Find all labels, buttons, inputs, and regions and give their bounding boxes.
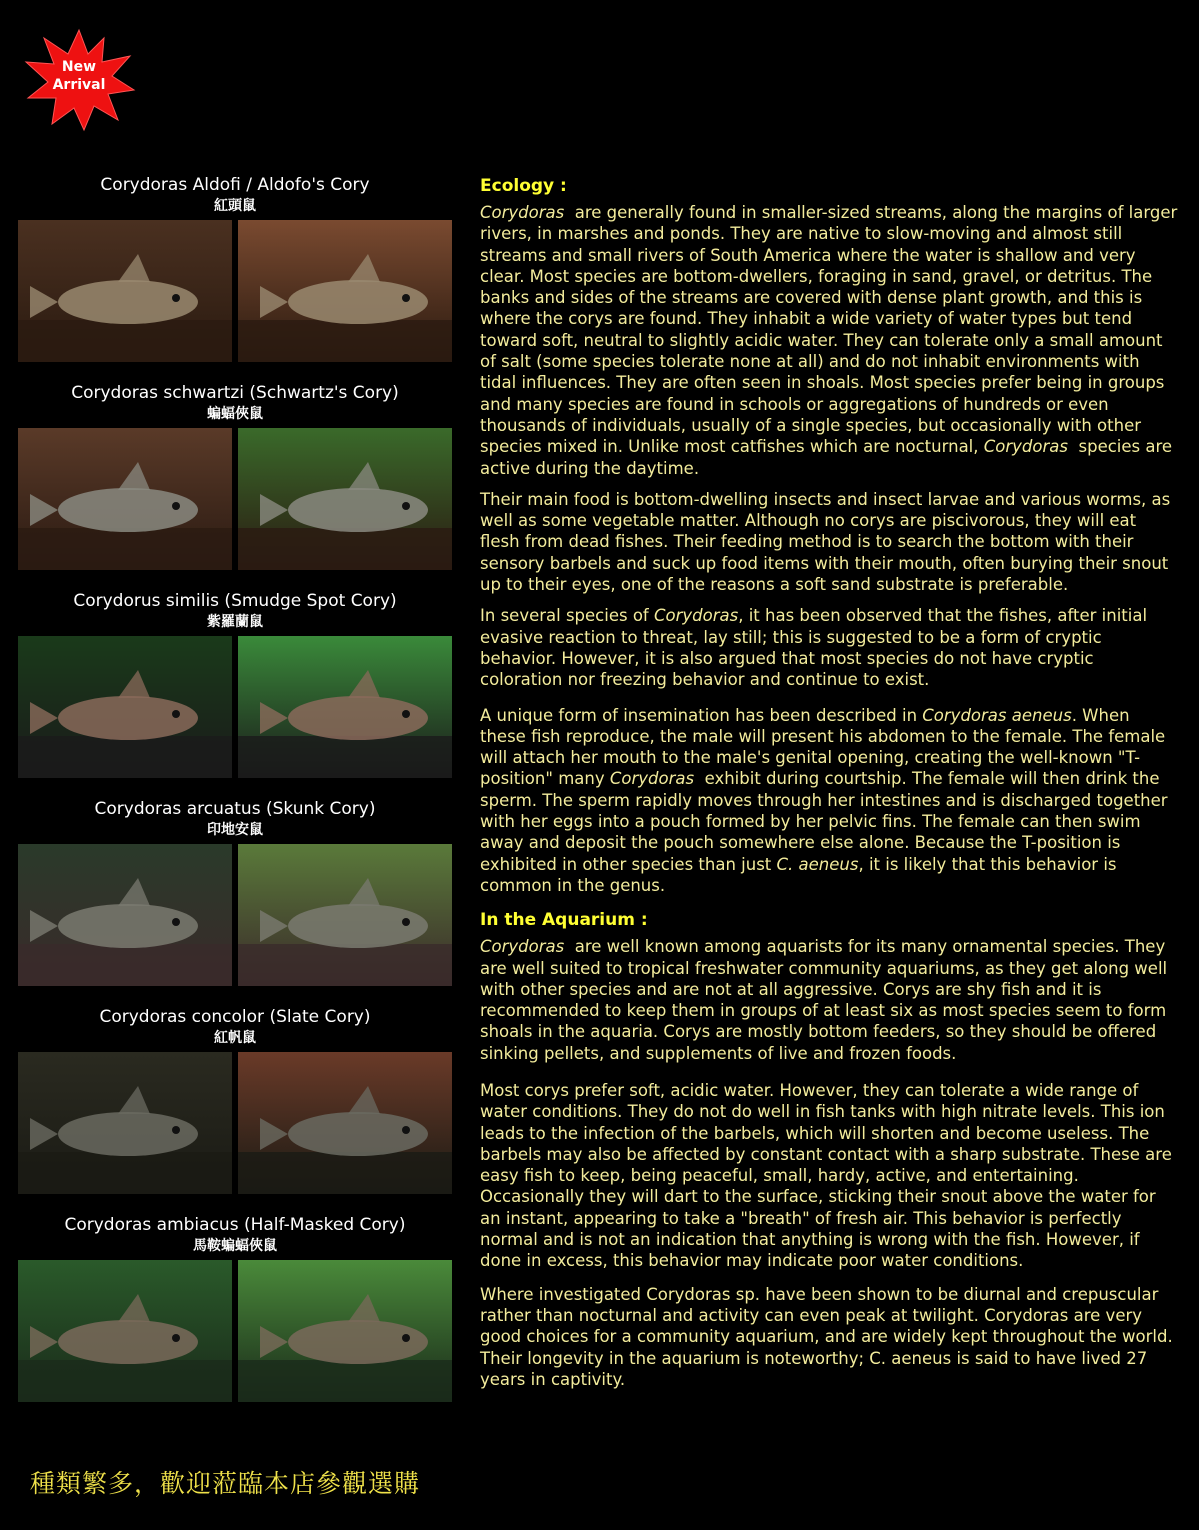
ecology-p4-end: , it is likely that this behavior is common in the genus. bbox=[480, 854, 1117, 895]
similis-pair-photo bbox=[238, 636, 452, 778]
species-entry bbox=[18, 382, 452, 570]
schwartzi-fish-photo bbox=[18, 428, 232, 570]
species-photos bbox=[18, 1260, 452, 1402]
em-corydoras: Corydoras bbox=[480, 203, 565, 222]
arcuatus-pair-photo bbox=[238, 844, 452, 986]
aquarium-paragraph-3: Where investigated Corydoras sp. have been shown to be diurnal and crepuscular rather than nocturnal and activity can even peak at twilight. Corydoras are very good choices for a community aquarium, and are widely kept throughout the world. Their longevity in the aquarium is noteworthy; C. aeneus is said to have lived 27 years in captivity. bbox=[480, 1284, 1173, 1389]
species-entry bbox=[18, 1214, 452, 1402]
article-content bbox=[480, 174, 1180, 1400]
ecology-paragraph-4 bbox=[480, 705, 1180, 897]
species-entry bbox=[18, 590, 452, 778]
species-chinese-name: 紅帆鼠 bbox=[214, 1030, 256, 1046]
species-entry bbox=[18, 1006, 452, 1194]
species-chinese-name: 紫羅蘭鼠 bbox=[207, 614, 263, 630]
ecology-p1-text: are generally found in smaller-sized streams, along the margins of larger rivers, in marshes and ponds. They are native to slow-moving and almost still streams and small rivers of South America where the water is shallow and very clear. Most species are bottom-dwellers, foraging in sand, gravel, or detritus. The banks and sides of the streams are covered with dense plant growth, and this is where the corys are found. They inhabit a wide variety of water types but tend toward soft, neutral to slightly acidic water. They can tolerate only a small amount of salt (some species tolerate none at all) and do not inhabit environments with tidal influences. They are often seen in shoals. Most species prefer being in groups and many species are found in schools or aggregations of hundreds or even thousands of individuals, usually of a single species, but occasionally with other species mixed in. Unlike most catfishes which are nocturnal, bbox=[480, 203, 1178, 457]
aquarium-p1-text: are well known among aquarists for its many ornamental species. They are well suited to tropical freshwater community aquariums, as they get along well with other species and are not at all aggressive. Corys are shy fish and it is recommended to keep them in groups of at least six as most species seem to form shoals in the aquaria. Corys are mostly bottom feeders, so they should be offered sinking pellets, and supplements of live and frozen foods. bbox=[480, 937, 1168, 1063]
species-chinese-name: 馬鞍蝙蝠俠鼠 bbox=[193, 1238, 277, 1254]
new-arrival-badge bbox=[22, 28, 136, 132]
species-photos bbox=[18, 1052, 452, 1194]
em-corydoras: Corydoras bbox=[653, 606, 739, 626]
ambiacus-fish-photo bbox=[18, 1260, 232, 1402]
species-name: Corydoras Aldofi / Aldofo's Cory bbox=[100, 175, 370, 195]
aldofi-group-photo bbox=[238, 220, 452, 362]
ecology-p3-text: , it has been observed that the fishes, after initial evasive reaction to threat, lay still; this is suggested to be a form of cryptic behavior. However, it is also argued that most species do not have cryptic coloration nor freezing behavior and continue to exist. bbox=[480, 606, 1148, 690]
store-invitation-footer: 種類繁多，歡迎蒞臨本店參觀選購 bbox=[30, 1469, 421, 1498]
ecology-paragraph-1 bbox=[480, 202, 1180, 479]
ecology-paragraph-2: Their main food is bottom-dwelling insects and insect larvae and various worms, as well as some vegetable matter. Although no corys are piscivorous, they will eat flesh from dead fishes. Their feeding method is to search the bottom with their sensory barbels and suck up food items with their mouth, often burying their snout up to their eyes, one of the reasons a soft sand substrate is preferable. bbox=[480, 489, 1171, 595]
ambiacus-group-photo bbox=[238, 1260, 452, 1402]
ecology-p4-mid: . When these fish reproduce, the male will present his abdomen to the female. The female will attach her mouth to the male's genital opening, creating the well-known "T-position" many bbox=[480, 705, 1166, 789]
em-corydoras: Corydoras bbox=[480, 937, 565, 957]
species-entry bbox=[18, 174, 452, 362]
em-corydoras-aeneus: Corydoras aeneus bbox=[922, 705, 1072, 725]
ecology-heading: Ecology : bbox=[480, 176, 567, 196]
ecology-paragraph-3 bbox=[480, 605, 1180, 690]
species-chinese-name: 蝙蝠俠鼠 bbox=[207, 406, 263, 422]
aquarium-paragraph-2: Most corys prefer soft, acidic water. However, they can tolerate a wide range of water conditions. They do not do well in fish tanks with high nitrate levels. This ion leads to the infection of the barbels, which will shorten and become useless. The barbels may also be affected by constant contact with a sharp substrate. These are easy fish to keep, being peaceful, small, hardy, active, and entertaining. Occasionally they will dart to the surface, sticking their snout above the water for an instant, appearing to take a "breath" of fresh air. This behavior is perfectly normal and is not an indication that anything is wrong with the fish. However, if done in excess, this behavior may indicate poor water conditions. bbox=[480, 1080, 1172, 1271]
species-name: Corydorus similis (Smudge Spot Cory) bbox=[73, 591, 397, 611]
species-photos bbox=[18, 636, 452, 778]
em-corydoras: Corydoras bbox=[609, 769, 695, 789]
badge-line-2: Arrival bbox=[52, 77, 106, 93]
schwartzi-group-photo bbox=[238, 428, 452, 570]
species-name: Corydoras ambiacus (Half-Masked Cory) bbox=[64, 1215, 406, 1235]
similis-fish-photo bbox=[18, 636, 232, 778]
species-photos bbox=[18, 428, 452, 570]
species-chinese-name: 紅頭鼠 bbox=[214, 198, 256, 214]
species-entry bbox=[18, 798, 452, 986]
aquarium-heading: In the Aquarium : bbox=[480, 910, 648, 931]
species-name: Corydoras arcuatus (Skunk Cory) bbox=[94, 799, 376, 819]
ecology-p4-mid2: exhibit during courtship. The female will then drink the sperm. The sperm rapidly moves through her intestines and is discharged together with her eggs into a pouch formed by her pelvic fins. The female can then swim away and deposit the pouch somewhere else alone. Because the T-position is exhibited in other species than just bbox=[480, 769, 1168, 874]
species-photos bbox=[18, 844, 452, 986]
ecology-p1-end: species are active during the daytime. bbox=[480, 437, 1173, 478]
ecology-p3-start: In several species of bbox=[480, 606, 649, 626]
aquarium-paragraph-1 bbox=[480, 936, 1180, 1064]
em-c-aeneus: C. aeneus bbox=[776, 854, 859, 874]
species-gallery bbox=[18, 174, 452, 1402]
species-name: Corydoras concolor (Slate Cory) bbox=[99, 1007, 371, 1027]
species-name: Corydoras schwartzi (Schwartz's Cory) bbox=[71, 383, 399, 403]
species-photos bbox=[18, 220, 452, 362]
badge-line-1: New bbox=[61, 59, 97, 75]
aldofi-fish-photo bbox=[18, 220, 232, 362]
concolor-pair-photo bbox=[238, 1052, 452, 1194]
concolor-fish-photo bbox=[18, 1052, 232, 1194]
arcuatus-fish-photo bbox=[18, 844, 232, 986]
em-corydoras: Corydoras bbox=[983, 437, 1068, 457]
ecology-p4-start: A unique form of insemination has been described in bbox=[480, 705, 918, 725]
species-chinese-name: 印地安鼠 bbox=[207, 822, 263, 838]
